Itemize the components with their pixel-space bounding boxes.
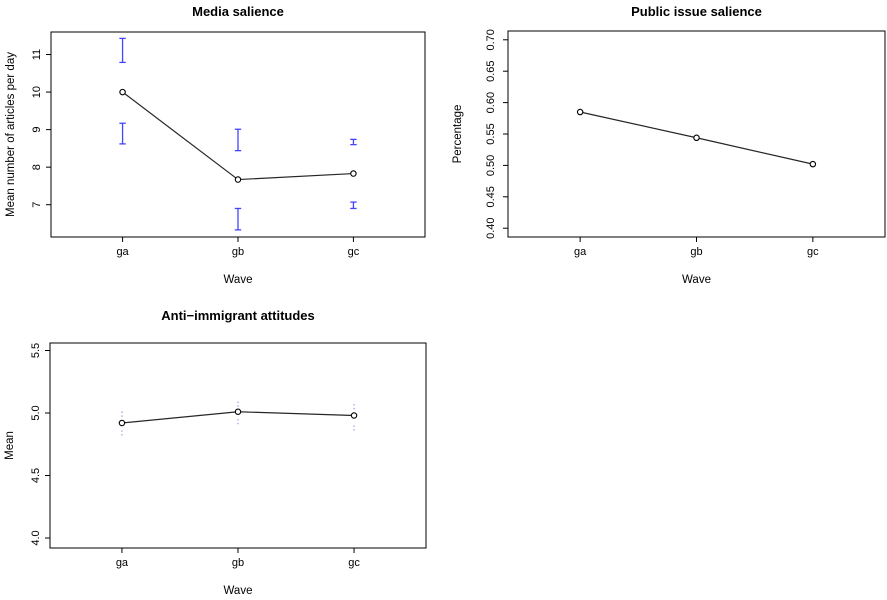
data-point-ga xyxy=(119,420,124,425)
x-axis-tick-label: gc xyxy=(348,557,360,569)
chart-title: Media salience xyxy=(192,4,284,19)
data-point-gc xyxy=(810,161,815,166)
y-axis-tick-label: 7 xyxy=(31,201,43,208)
chart-panel-public-issue-salience xyxy=(443,0,887,300)
plot-box xyxy=(50,343,426,548)
y-axis-tick-label: 0.50 xyxy=(485,154,497,177)
chart-panel-anti-immigrant-attitudes xyxy=(0,300,443,600)
chart-svg xyxy=(0,0,443,300)
y-axis-tick-label: 9 xyxy=(31,126,43,133)
y-axis-tick-label: 5.0 xyxy=(30,405,42,421)
y-axis-tick-label: 0.65 xyxy=(485,60,497,82)
y-axis-label: Mean xyxy=(4,431,16,460)
y-axis-tick-label: 0.40 xyxy=(485,217,497,239)
x-axis-label: Wave xyxy=(223,274,253,286)
y-axis-tick-label: 5.5 xyxy=(30,342,42,359)
data-point-gb xyxy=(235,177,240,182)
y-axis-tick-label: 0.60 xyxy=(485,91,497,114)
y-axis-tick-label: 11 xyxy=(31,48,43,61)
y-axis-tick-label: 0.70 xyxy=(485,29,497,51)
y-axis-tick-label: 4.5 xyxy=(30,467,42,484)
x-axis-tick-label: gb xyxy=(231,557,245,569)
x-axis-tick-label: ga xyxy=(574,246,587,258)
y-axis-tick-label: 8 xyxy=(31,164,43,171)
data-point-gc xyxy=(351,413,356,418)
y-axis-tick-label: 0.45 xyxy=(485,186,497,208)
x-axis-tick-label: gb xyxy=(231,246,245,258)
x-axis-label: Wave xyxy=(223,585,253,597)
x-axis-tick-label: gc xyxy=(347,246,360,258)
chart-title: Anti−immigrant attitudes xyxy=(161,308,315,323)
chart-svg xyxy=(0,300,443,600)
x-axis-tick-label: gb xyxy=(690,246,703,258)
y-axis-tick-label: 10 xyxy=(31,85,43,99)
chart-svg xyxy=(443,0,887,300)
y-axis-label: Percentage xyxy=(452,104,464,164)
y-axis-tick-label: 0.55 xyxy=(485,123,497,145)
x-axis-tick-label: gc xyxy=(807,246,819,258)
chart-title: Public issue salience xyxy=(631,4,762,19)
chart-panel-media-salience xyxy=(0,0,443,300)
y-axis-label: Mean number of articles per day xyxy=(5,52,17,217)
data-point-ga xyxy=(120,89,125,94)
x-axis-tick-label: ga xyxy=(115,557,129,569)
plot-box xyxy=(508,31,885,237)
y-axis-tick-label: 4.0 xyxy=(30,530,42,546)
data-point-gc xyxy=(351,171,356,176)
data-point-gb xyxy=(694,135,699,140)
data-point-ga xyxy=(577,109,582,114)
x-axis-label: Wave xyxy=(682,274,711,286)
x-axis-tick-label: ga xyxy=(116,246,129,258)
data-point-gb xyxy=(235,409,240,414)
